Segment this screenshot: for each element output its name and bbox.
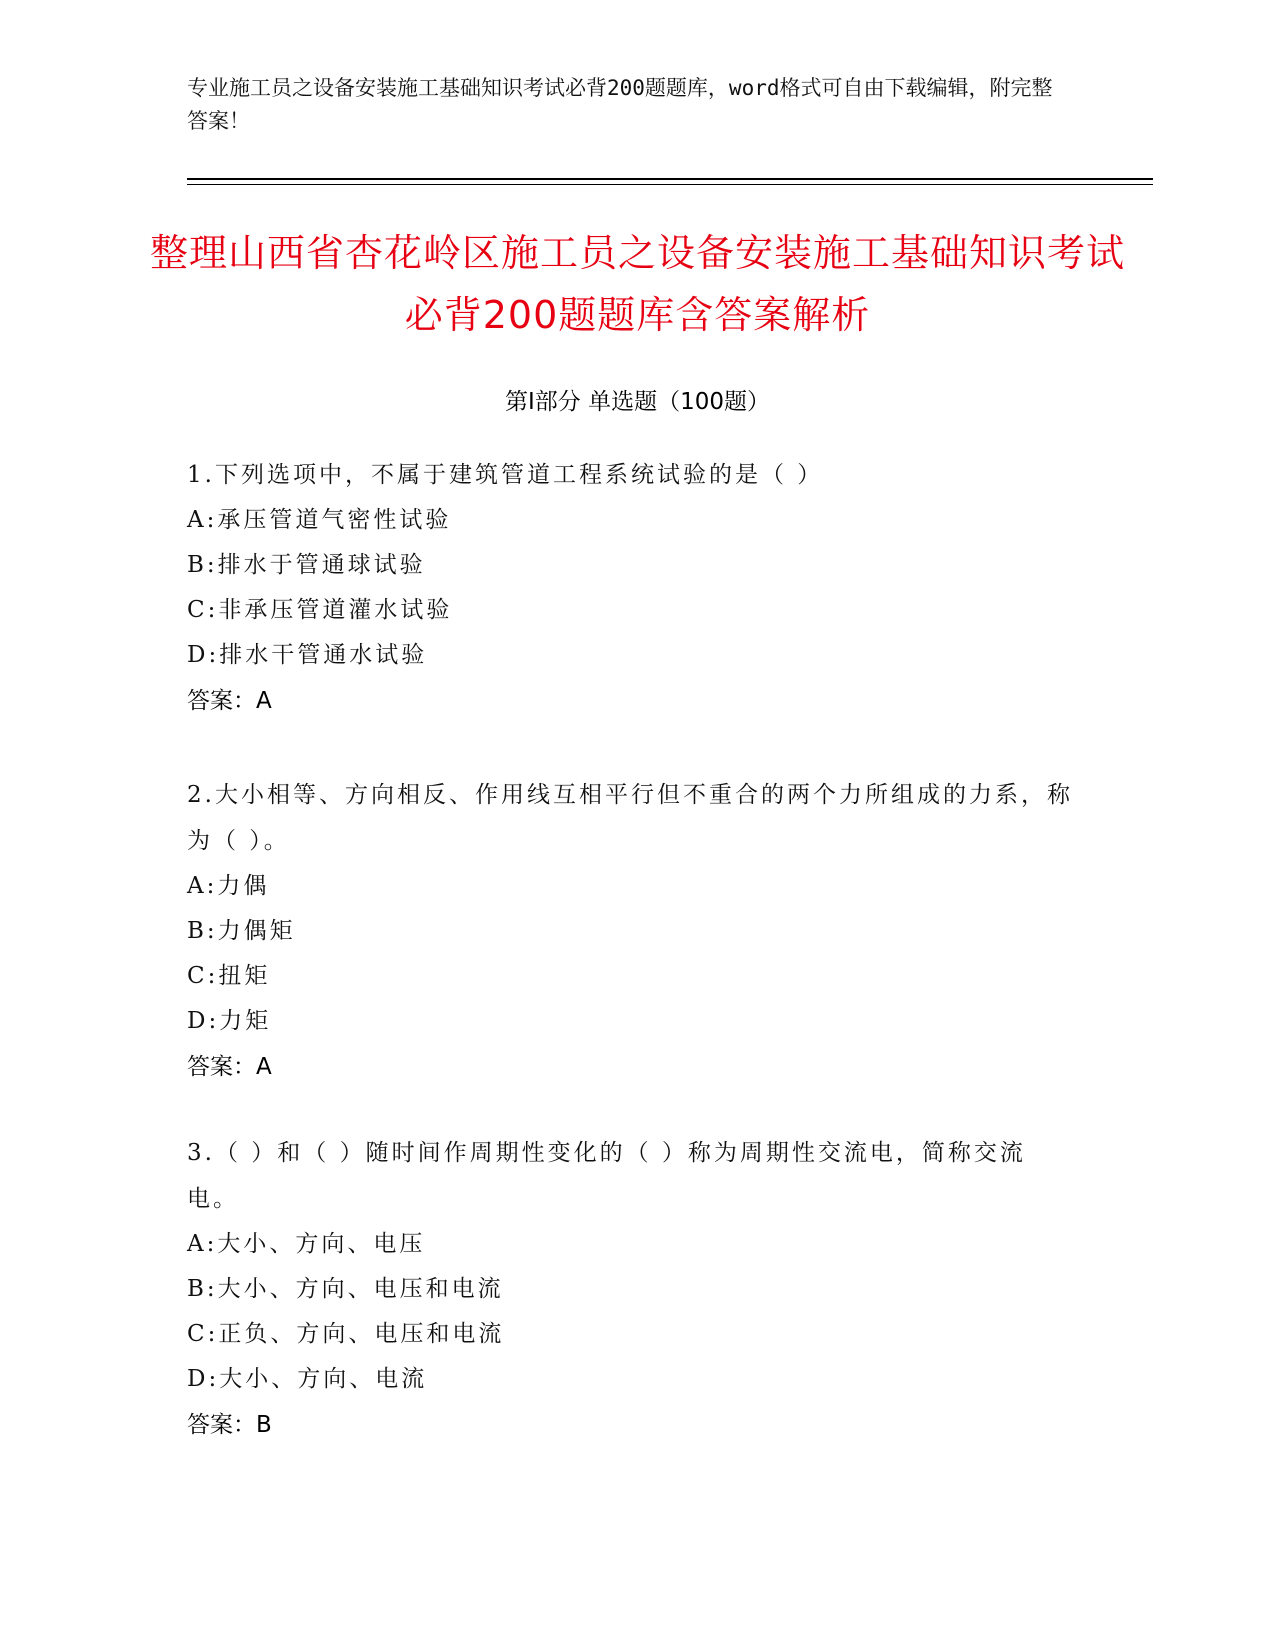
option-a: A:力偶 xyxy=(187,873,270,899)
option-a: A:大小、方向、电压 xyxy=(187,1231,426,1257)
option-b: B:力偶矩 xyxy=(187,918,296,944)
question-3 xyxy=(187,1130,1077,1448)
question-stem: 2.大小相等、方向相反、作用线互相平行但不重合的两个力所组成的力系，称为（ ）。 xyxy=(187,782,1073,854)
answer: 答案：A xyxy=(187,688,272,714)
option-d: D:大小、方向、电流 xyxy=(187,1366,428,1392)
option-b: B:排水于管通球试验 xyxy=(187,552,426,578)
question-stem: 1.下列选项中，不属于建筑管道工程系统试验的是（ ） xyxy=(187,462,824,488)
option-c: C:扭矩 xyxy=(187,963,271,989)
option-b: B:大小、方向、电压和电流 xyxy=(187,1276,504,1302)
section-title: 第Ⅰ部分 单选题（100题） xyxy=(505,389,770,415)
answer: 答案：A xyxy=(187,1054,272,1080)
option-d: D:排水干管通水试验 xyxy=(187,642,428,668)
option-c: C:正负、方向、电压和电流 xyxy=(187,1321,505,1347)
header-divider-thin xyxy=(187,184,1153,185)
header-note: 专业施工员之设备安装施工基础知识考试必背200题题库，word格式可自由下载编辑，附完整答案！ xyxy=(187,76,1053,133)
option-d: D:力矩 xyxy=(187,1008,272,1034)
question-stem: 3.（ ）和（ ）随时间作周期性变化的（ ）称为周期性交流电，简称交流电。 xyxy=(187,1140,1026,1212)
answer: 答案：B xyxy=(187,1412,272,1438)
document-title: 整理山西省杏花岭区施工员之设备安装施工基础知识考试必背200题题库含答案解析 xyxy=(150,231,1126,337)
question-1 xyxy=(187,452,1077,724)
header-divider-thick xyxy=(187,178,1153,180)
question-2 xyxy=(187,772,1077,1090)
option-a: A:承压管道气密性试验 xyxy=(187,507,452,533)
option-c: C:非承压管道灌水试验 xyxy=(187,597,453,623)
